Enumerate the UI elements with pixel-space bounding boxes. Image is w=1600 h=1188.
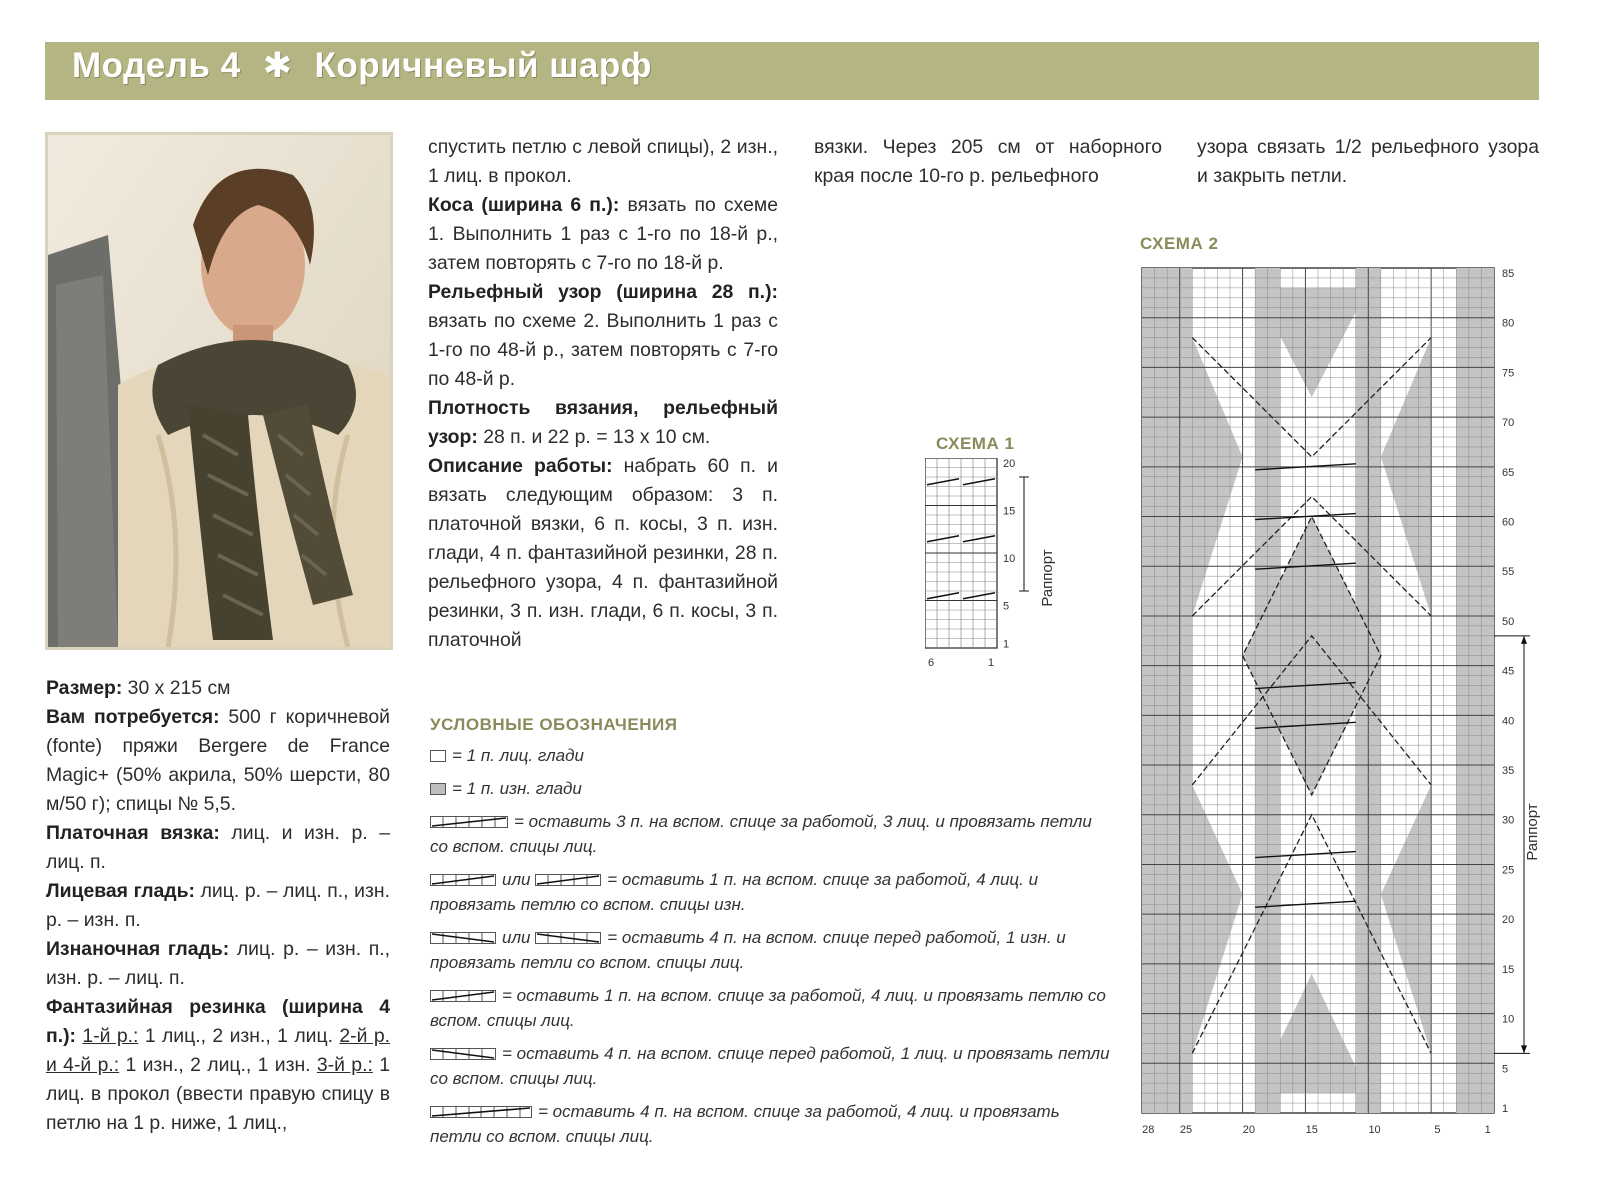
legend-text: = оставить 1 п. на вспом. спице за работой, 4 лиц. и провязать петлю со вспом. спицы лиц.	[430, 986, 1106, 1030]
scheme-1-y-tick: 20	[1003, 458, 1016, 470]
photo-illustration	[48, 135, 390, 647]
rib-row2-text: 1 изн., 2 лиц., 1 изн.	[119, 1054, 317, 1076]
description-value: набрать 60 п. и вязать следующим образом: 3 п. платочной вязки, 6 п. косы, 3 п. изн. глади, 4 п. фантазийной резинки, 28 п. рельефного узора, 4 п. фантазийной резинки, 3 п. изн. глади, 6 п. косы, 3 п. платочной	[428, 455, 778, 651]
model-title: Коричневый шарф	[314, 46, 652, 85]
reverse-value: лиц. р. – изн. п., изн. р. – лиц. п.	[46, 938, 391, 989]
scheme-1-y-tick: 1	[1003, 638, 1010, 651]
rib-paragraph	[46, 993, 390, 1138]
scheme-2-y-tick: 80	[1502, 317, 1515, 330]
cable-paragraph	[428, 191, 778, 278]
cable-3x3-icon	[430, 811, 508, 835]
scheme-2-x-tick: 20	[1242, 1124, 1255, 1136]
legend-text: = 1 п. изн. глади	[452, 779, 582, 798]
cable-label: Коса (ширина 6 п.):	[428, 194, 620, 216]
rib-row1-text: 1 лиц., 2 изн., 1 лиц.	[138, 1025, 340, 1047]
scheme-1-repeat-label: Раппорт	[1039, 549, 1056, 607]
size-value: 30 х 215 см	[122, 677, 231, 699]
cross-left-purl-icon	[430, 927, 496, 951]
gauge-value: 28 п. и 22 р. = 13 х 10 см.	[477, 426, 711, 448]
scheme-2-purl-area	[1456, 268, 1494, 1113]
scheme-1-y-tick: 10	[1003, 552, 1016, 565]
scheme-2-y-tick: 40	[1502, 715, 1515, 728]
cross-right-knit-icon	[430, 985, 496, 1009]
page-title	[72, 46, 652, 86]
or-label: или	[502, 870, 531, 889]
scheme-2-y-tick: 15	[1502, 963, 1515, 976]
cross-left-knit-icon	[430, 1043, 496, 1067]
scheme-2-y-tick: 5	[1502, 1063, 1509, 1076]
materials-value: 500 г коричневой (fonte) пряжи Bergere de France Magic+ (50% акрила, 50% шерсти, 80 м/50 г); спицы № 5,5.	[46, 706, 390, 815]
scheme-2-y-tick: 10	[1502, 1013, 1515, 1026]
scheme-2-title: СХЕМА 2	[1140, 234, 1219, 253]
scheme-1-title: СХЕМА 1	[936, 434, 1015, 453]
stockinette-label: Лицевая гладь:	[46, 880, 195, 902]
scheme-2-y-tick: 20	[1502, 914, 1515, 927]
rib-row1-label: 1-й р.:	[82, 1025, 139, 1047]
scheme-2-y-tick: 65	[1502, 466, 1515, 479]
scheme-2-arrow-icon	[1521, 636, 1527, 644]
legend-text: = оставить 4 п. на вспом. спице перед работой, 1 лиц. и провязать петли со вспом. спицы лиц.	[430, 1044, 1110, 1088]
materials-label: Вам потребуется:	[46, 706, 220, 728]
scheme-2-y-tick: 60	[1502, 516, 1515, 529]
description-paragraph	[428, 452, 778, 655]
legend-item-cable-3x3	[430, 810, 1110, 868]
scheme-2-repeat-label: Раппорт	[1524, 803, 1541, 861]
scheme-2-arrow-icon	[1521, 1045, 1527, 1053]
scheme-1-y-tick: 15	[1003, 505, 1016, 518]
scheme-2-x-tick: 25	[1179, 1124, 1193, 1136]
rib-label: Фантазийная резинка (ширина 4 п.):	[46, 996, 390, 1047]
cross-right-purl-icon	[430, 869, 496, 893]
column-4: узора связать 1/2 рельефного узора и закрыть петли.	[1197, 136, 1539, 187]
legend-item-cable-4x4	[430, 1100, 1110, 1158]
scheme-2-x-tick: 28	[1142, 1124, 1155, 1136]
scheme-2-y-tick: 70	[1502, 417, 1515, 430]
model-photo	[45, 132, 393, 650]
reverse-label: Изнаночная гладь:	[46, 938, 230, 960]
scheme-2-y-tick: 45	[1502, 665, 1515, 678]
relief-label: Рельефный узор (ширина 28 п.):	[428, 281, 778, 303]
relief-paragraph	[428, 278, 778, 394]
scheme-2-x-tick: 15	[1305, 1124, 1318, 1136]
scheme-1-x-tick: 6	[927, 657, 935, 669]
legend-text: = оставить 4 п. на вспом. спице за работой, 4 лиц. и провязать петли со вспом. спицы лиц.	[430, 1102, 1060, 1146]
legend	[430, 744, 1110, 1158]
legend-text: = оставить 1 п. на вспом. спице за работой, 4 лиц. и провязать петлю со вспом. спицы изн.	[430, 870, 1039, 914]
stockinette-paragraph	[46, 877, 390, 935]
size-paragraph	[46, 674, 390, 703]
legend-item-cross-right-purl	[430, 868, 1110, 926]
stockinette-value: лиц. р. – лиц. п., изн. р. – изн. п.	[46, 880, 391, 931]
column-1	[46, 674, 390, 1138]
legend-item-cross-left-purl	[430, 926, 1110, 984]
gauge-paragraph	[428, 394, 778, 452]
scheme-2-chart	[1130, 260, 1550, 1160]
legend-title: УСЛОВНЫЕ ОБОЗНАЧЕНИЯ	[430, 715, 678, 734]
legend-item-cross-right-knit	[430, 984, 1110, 1042]
scheme-2-y-tick: 1	[1502, 1103, 1509, 1116]
scheme-2-x-tick: 5	[1434, 1124, 1441, 1136]
garter-value: лиц. и изн. р. – лиц. п.	[46, 822, 390, 873]
size-label: Размер:	[46, 677, 123, 699]
legend-text: = оставить 3 п. на вспом. спице за работой, 3 лиц. и провязать петли со вспом. спицы лиц.	[430, 812, 1092, 856]
description-label: Описание работы:	[428, 455, 613, 477]
scheme-2-x-tick: 10	[1368, 1124, 1381, 1136]
column-3: вязки. Через 205 см от наборного края после 10-го р. рельефного	[814, 136, 1162, 187]
scheme-2-x-tick: 1	[1484, 1124, 1491, 1136]
rib-row2-label: 2-й р. и 4-й р.:	[46, 1025, 391, 1076]
rib-row3-label: 3-й р.:	[316, 1054, 373, 1076]
scheme-2-y-tick: 85	[1502, 267, 1515, 280]
scheme-1-x-tick: 1	[987, 657, 995, 669]
relief-value: вязать по схеме 2. Выполнить 1 раз с 1-го по 48-й р., затем повторять с 7-го по 48-й р.	[428, 310, 778, 390]
knit-stitch-icon	[430, 745, 446, 769]
scheme-2-y-tick: 25	[1502, 864, 1515, 877]
scheme-1-y-tick: 5	[1003, 600, 1010, 613]
or-label: или	[502, 928, 531, 947]
legend-text: = оставить 4 п. на вспом. спице перед работой, 1 изн. и провязать петли со вспом. спицы лиц.	[430, 928, 1066, 972]
scheme-2-y-tick: 35	[1502, 765, 1515, 778]
column-2	[428, 133, 778, 655]
scheme-2-y-tick: 50	[1502, 615, 1515, 628]
cable-value: вязать по схеме 1. Выполнить 1 раз с 1-го по 18-й р., затем повторять с 7-го по 18-й р.	[428, 194, 778, 274]
purl-stitch-icon	[430, 778, 446, 802]
legend-item-cross-left-knit	[430, 1042, 1110, 1100]
gauge-label: Плотность вязания, рельефный узор:	[428, 397, 778, 448]
separator-icon: ✱	[262, 46, 293, 85]
cable-4x4-icon	[430, 1101, 532, 1125]
materials-paragraph	[46, 703, 390, 819]
legend-text: = 1 п. лиц. глади	[452, 746, 584, 765]
cross-left-purl-alt-icon	[535, 927, 601, 951]
legend-item-purl	[430, 777, 1110, 810]
rib-row3-text: 1 лиц. в прокол (ввести правую спицу в петлю на 1 р. ниже, 1 лиц.,	[46, 1054, 390, 1134]
garter-paragraph	[46, 819, 390, 877]
model-number: Модель 4	[72, 46, 241, 85]
scheme-2-y-tick: 75	[1502, 367, 1515, 380]
scheme-2-y-tick: 30	[1502, 814, 1515, 827]
scheme-2-y-tick: 55	[1502, 566, 1515, 579]
garter-label: Платочная вязка:	[46, 822, 220, 844]
reverse-paragraph	[46, 935, 390, 993]
cross-right-purl-alt-icon	[535, 869, 601, 893]
scheme-1-chart	[925, 458, 1085, 698]
legend-item-knit	[430, 744, 1110, 777]
continuation-paragraph: спустить петлю с левой спицы), 2 изн., 1 лиц. в прокол.	[428, 136, 778, 187]
